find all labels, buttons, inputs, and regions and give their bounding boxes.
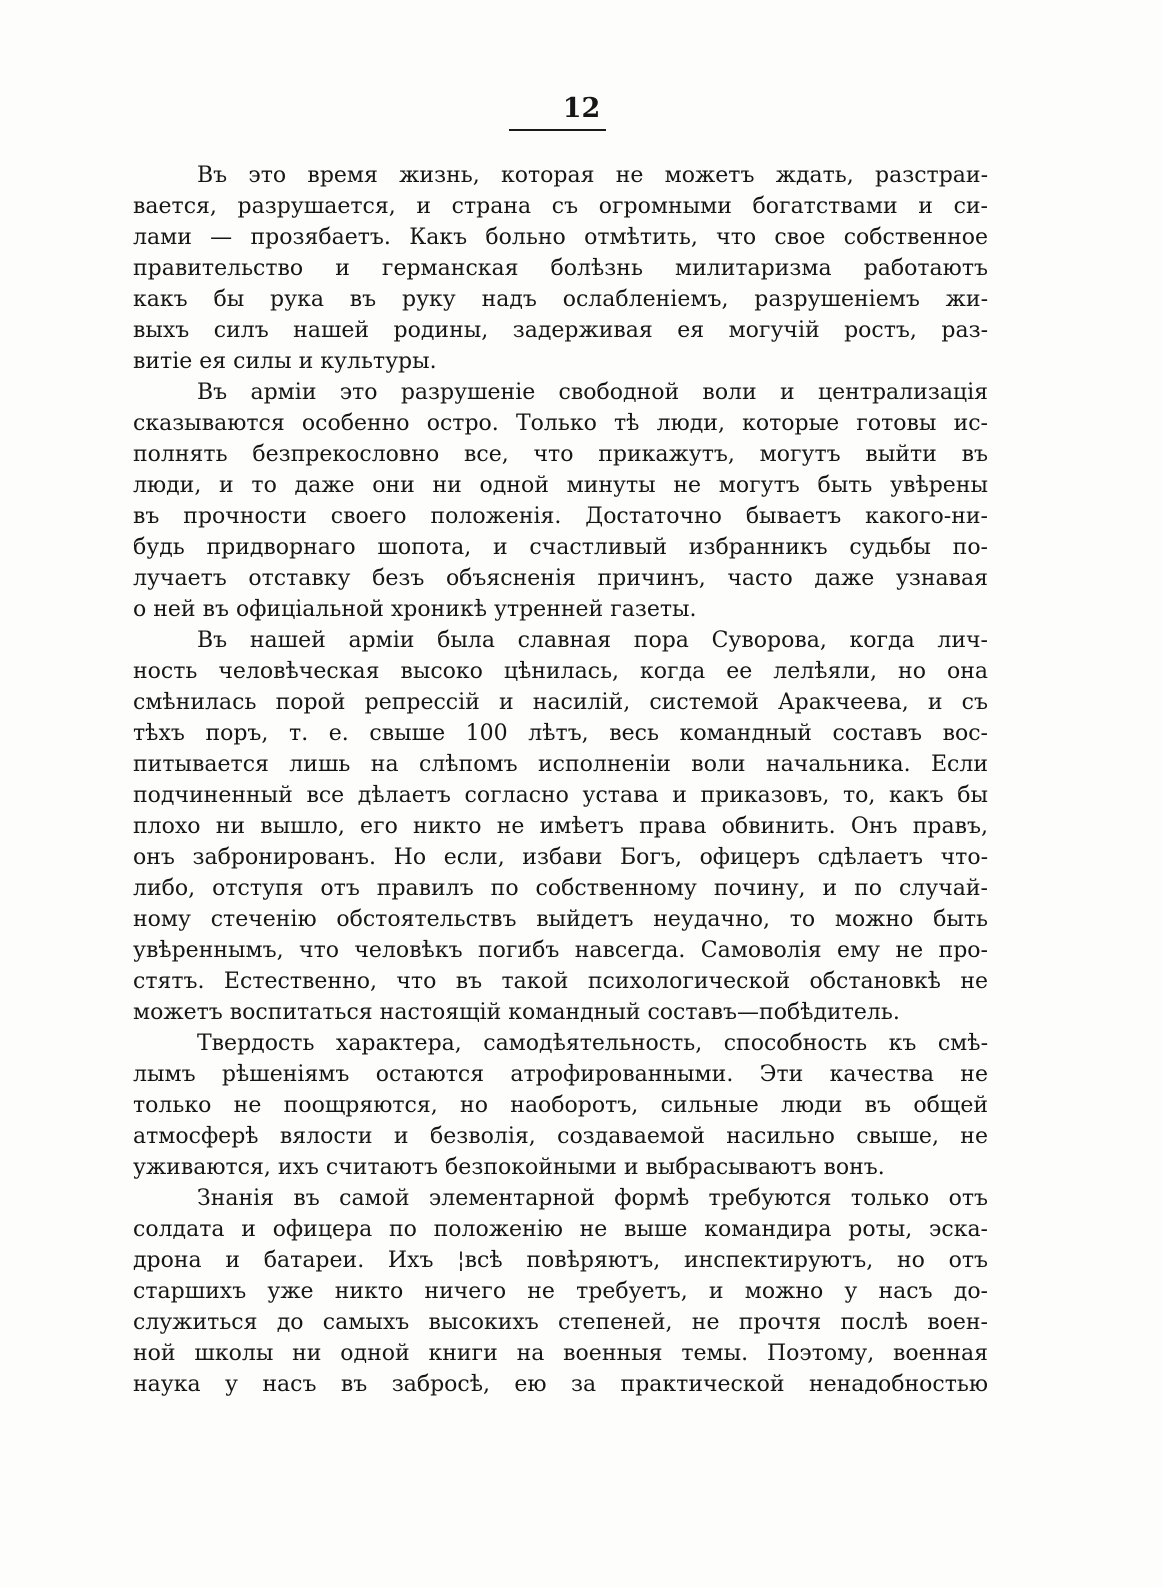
text-line: уживаются, ихъ считаютъ безпокойными и выбрасываютъ вонъ. xyxy=(133,1155,885,1180)
text-line: солдата и офицера по положенію не выше командира роты, эска- xyxy=(133,1217,988,1242)
body-text xyxy=(133,160,988,1400)
text-line: полнять безпрекословно все, что прикажутъ, могутъ выйти въ xyxy=(133,442,988,467)
text-line: лами — прозябаетъ. Какъ больно отмѣтить, что свое собственное xyxy=(133,225,988,250)
text-line: ному стеченію обстоятельствъ выйдетъ неудачно, то можно быть xyxy=(133,907,988,932)
text-line: люди, и то даже они ни одной минуты не могутъ быть увѣрены xyxy=(133,473,988,498)
text-line: Твердость характера, самодѣятельность, способность къ смѣ- xyxy=(197,1031,988,1056)
text-line: выхъ силъ нашей родины, задерживая ея могучій ростъ, раз- xyxy=(133,318,988,343)
text-line: служиться до самыхъ высокихъ степеней, не прочтя послѣ воен- xyxy=(133,1310,988,1335)
paragraph xyxy=(133,377,988,625)
text-line: атмосферѣ вялости и безволія, создаваемой насильно свыше, не xyxy=(133,1124,988,1149)
page-number: 12 xyxy=(562,93,601,124)
text-line: Знанія въ самой элементарной формѣ требуются только отъ xyxy=(197,1186,988,1211)
text-line: наука у насъ въ забросѣ, ею за практической ненадобностью xyxy=(133,1372,988,1397)
text-line: ной школы ни одной книги на военныя темы. Поэтому, военная xyxy=(133,1341,988,1366)
text-line: ность человѣческая высоко цѣнилась, когда ее лелѣяли, но она xyxy=(133,659,988,684)
text-line: можетъ воспитаться настоящій командный составъ—побѣдитель. xyxy=(133,1000,900,1025)
paragraph xyxy=(133,1183,988,1400)
paragraph xyxy=(133,1028,988,1183)
paragraph xyxy=(133,160,988,377)
text-line: лучаетъ отставку безъ объясненія причинъ, часто даже узнавая xyxy=(133,566,988,591)
paragraph xyxy=(133,625,988,1028)
text-line: только не поощряются, но наоборотъ, сильные люди въ общей xyxy=(133,1093,988,1118)
text-line: стятъ. Естественно, что въ такой психологической обстановкѣ не xyxy=(133,969,988,994)
page-number-rule xyxy=(509,129,606,131)
text-line: будь придворнаго шопота, и счастливый избранникъ судьбы по- xyxy=(133,535,988,560)
text-line: Въ это время жизнь, которая не можетъ ждать, разстраи- xyxy=(197,163,988,188)
text-line: Въ арміи это разрушеніе свободной воли и централизація xyxy=(197,380,988,405)
text-line: лымъ рѣшеніямъ остаются атрофированными. Эти качества не xyxy=(133,1062,988,1087)
text-line: въ прочности своего положенія. Достаточно бываетъ какого-ни- xyxy=(133,504,988,529)
text-line: Въ нашей арміи была славная пора Суворова, когда лич- xyxy=(197,628,988,653)
text-line: увѣреннымъ, что человѣкъ погибъ навсегда. Самоволія ему не про- xyxy=(133,938,988,963)
text-line: смѣнилась порой репрессій и насилій, системой Аракчеева, и съ xyxy=(133,690,988,715)
text-line: тѣхъ поръ, т. е. свыше 100 лѣтъ, весь командный составъ вос- xyxy=(133,721,988,746)
text-line: плохо ни вышло, его никто не имѣетъ права обвинить. Онъ правъ, xyxy=(133,814,988,839)
text-line: о ней въ офиціальной хроникѣ утренней газеты. xyxy=(133,597,697,622)
text-line: дрона и батареи. Ихъ ¦всѣ повѣряютъ, инспектируютъ, но отъ xyxy=(133,1248,988,1273)
text-line: правительство и германская болѣзнь милитаризма работаютъ xyxy=(133,256,988,281)
text-line: подчиненный все дѣлаетъ согласно устава и приказовъ, то, какъ бы xyxy=(133,783,988,808)
text-line: какъ бы рука въ руку надъ ослабленіемъ, разрушеніемъ жи- xyxy=(133,287,988,312)
text-line: онъ забронированъ. Но если, избави Богъ, офицеръ сдѣлаетъ что- xyxy=(133,845,988,870)
text-line: сказываются особенно остро. Только тѣ люди, которые готовы ис- xyxy=(133,411,988,436)
text-line: либо, отступя отъ правилъ по собственному почину, и по случай- xyxy=(133,876,988,901)
text-line: вается, разрушается, и страна съ огромными богатствами и си- xyxy=(133,194,988,219)
text-line: витіе ея силы и культуры. xyxy=(133,349,437,374)
text-line: старшихъ уже никто ничего не требуетъ, и можно у насъ до- xyxy=(133,1279,988,1304)
text-line: питывается лишь на слѣпомъ исполненіи воли начальника. Если xyxy=(133,752,988,777)
